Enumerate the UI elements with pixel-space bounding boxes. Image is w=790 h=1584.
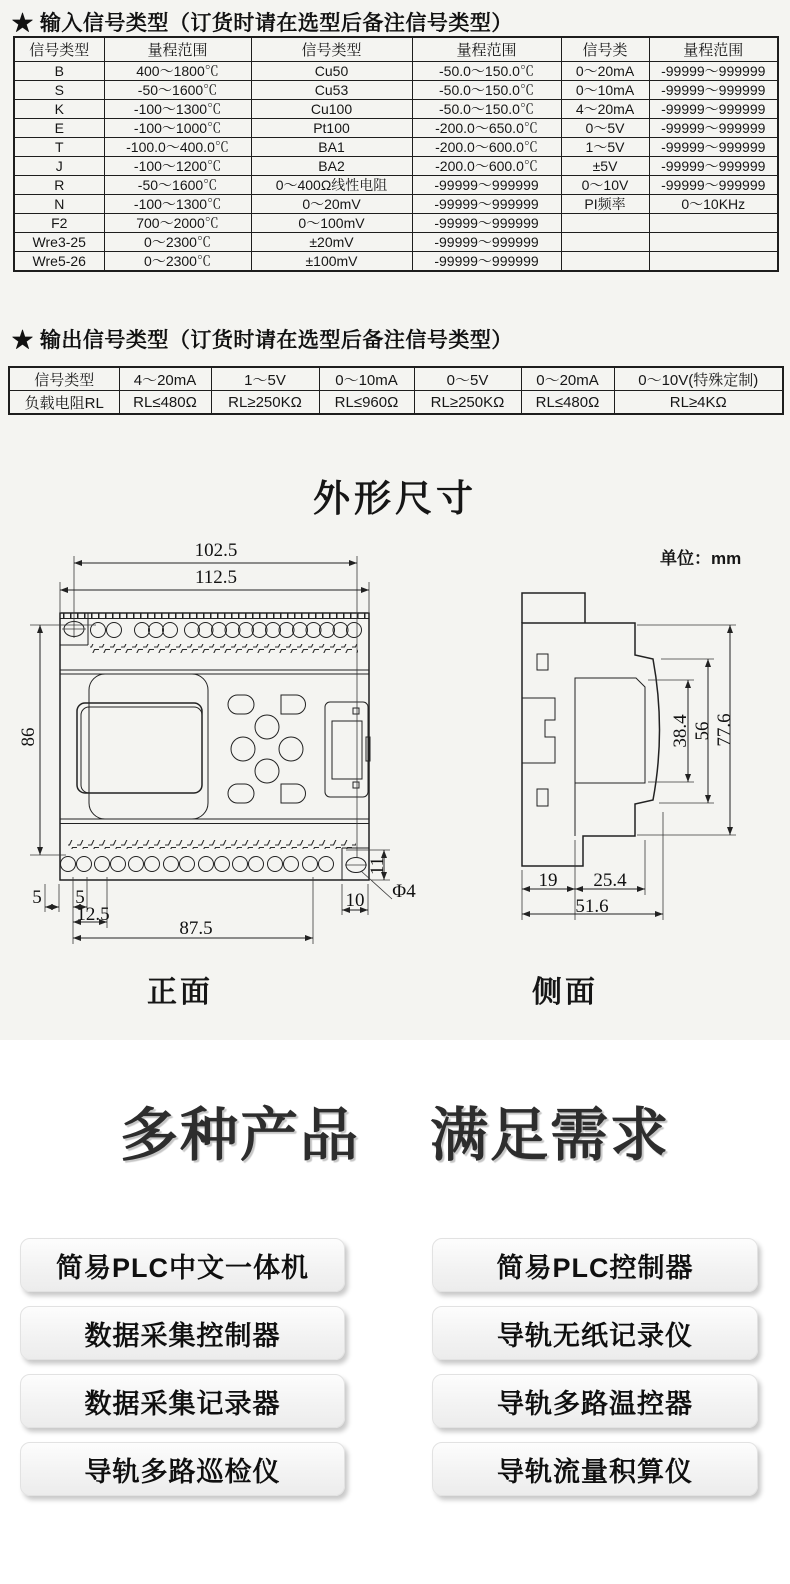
dim-front-height: 86: [18, 727, 39, 747]
product-button-rail-multi-temp-controller[interactable]: 导轨多路温控器: [432, 1374, 758, 1428]
table-cell: 0～2300℃: [104, 233, 251, 252]
vent-strip-bottom: [68, 840, 356, 849]
table-cell: 0～20mV: [251, 195, 412, 214]
table-cell: 0～5V: [561, 119, 649, 138]
table-cell: -50～1600℃: [104, 81, 251, 100]
table-cell: -50～1600℃: [104, 176, 251, 195]
table-cell: Cu100: [251, 100, 412, 119]
table-cell: 0～2300℃: [104, 252, 251, 272]
table-cell: -200.0～600.0℃: [412, 138, 561, 157]
dim-front-10: 10: [345, 890, 365, 911]
product-button-rail-flow-totalizer[interactable]: 导轨流量积算仪: [432, 1442, 758, 1496]
table-cell: -99999～999999: [412, 176, 561, 195]
vent-strip-top: [90, 644, 358, 653]
product-button-data-acq-controller[interactable]: 数据采集控制器: [20, 1306, 345, 1360]
table-cell: F2: [14, 214, 104, 233]
table-cell: [561, 252, 649, 272]
product-button-rail-paperless-recorder[interactable]: 导轨无纸记录仪: [432, 1306, 758, 1360]
table-cell: T: [14, 138, 104, 157]
table-cell: 0～100mV: [251, 214, 412, 233]
table-cell: B: [14, 62, 104, 81]
column-header: 0～20mA: [521, 367, 614, 391]
dim-front-11: 11: [367, 856, 388, 876]
column-header: 1～5V: [211, 367, 319, 391]
table-row: [14, 100, 778, 119]
table-cell: -99999～999999: [649, 157, 778, 176]
column-header: 4～20mA: [119, 367, 211, 391]
side-view-label: 侧面: [532, 976, 598, 1009]
table-row: [9, 391, 783, 415]
table-cell: R: [14, 176, 104, 195]
table-cell: J: [14, 157, 104, 176]
table-header-row: [9, 367, 783, 391]
table-cell: -99999～999999: [649, 81, 778, 100]
keypad: [228, 695, 306, 803]
dim-front-12-5: 12.5: [76, 904, 110, 925]
table-row: [14, 176, 778, 195]
table-cell: [561, 233, 649, 252]
table-row: [14, 252, 778, 272]
table-cell: RL≥250KΩ: [211, 391, 319, 415]
front-view-drawing: [30, 556, 392, 944]
table-cell: -100～1200℃: [104, 157, 251, 176]
column-header: 信号类型: [9, 367, 119, 391]
table-cell: -100～1300℃: [104, 100, 251, 119]
table-cell: -100～1000℃: [104, 119, 251, 138]
front-view-label: 正面: [147, 976, 213, 1009]
dim-front-5-right: 5: [75, 887, 85, 908]
table-cell: E: [14, 119, 104, 138]
table-cell: 4～20mA: [561, 100, 649, 119]
table-cell: Pt100: [251, 119, 412, 138]
dim-front-full-width: 112.5: [194, 567, 238, 588]
table-cell: 400～1800℃: [104, 62, 251, 81]
table-cell: -99999～999999: [412, 252, 561, 272]
table-row: [14, 233, 778, 252]
output-signal-section-title: ★ 输出信号类型（订货时请在选型后备注信号类型）: [12, 329, 513, 352]
panel-frame: [89, 674, 208, 819]
dim-front-hole-diameter: Φ4: [392, 881, 416, 902]
table-cell: ±5V: [561, 157, 649, 176]
table-header-row: [14, 37, 778, 62]
table-cell: [561, 214, 649, 233]
column-header: 信号类型: [14, 37, 104, 62]
table-cell: -99999～999999: [649, 100, 778, 119]
table-cell: BA1: [251, 138, 412, 157]
table-cell: 0～10KHz: [649, 195, 778, 214]
output-signal-table: [8, 366, 784, 415]
table-cell: RL≤480Ω: [521, 391, 614, 415]
table-cell: -99999～999999: [649, 62, 778, 81]
table-cell: -99999～999999: [412, 233, 561, 252]
table-cell: [649, 252, 778, 272]
dim-front-top-width: 102.5: [194, 540, 238, 561]
column-header: 信号类: [561, 37, 649, 62]
input-signal-table: [13, 36, 779, 272]
side-connector: [325, 702, 370, 797]
table-cell: -50.0～150.0℃: [412, 81, 561, 100]
product-button-rail-multi-scanner[interactable]: 导轨多路巡检仪: [20, 1442, 345, 1496]
product-button-plc-controller[interactable]: 简易PLC控制器: [432, 1238, 758, 1292]
table-cell: -99999～999999: [649, 138, 778, 157]
table-cell: N: [14, 195, 104, 214]
table-row: [14, 119, 778, 138]
table-row: [14, 214, 778, 233]
dim-side-19: 19: [538, 870, 558, 891]
table-cell: 1～5V: [561, 138, 649, 157]
column-header: 量程范围: [412, 37, 561, 62]
table-cell: RL≤480Ω: [119, 391, 211, 415]
table-cell: Cu53: [251, 81, 412, 100]
column-header: 0～10V(特殊定制): [614, 367, 783, 391]
unit-label: 单位：mm: [660, 549, 742, 568]
dim-side-51-6: 51.6: [575, 896, 609, 917]
table-cell: 0～20mA: [561, 62, 649, 81]
dim-front-87-5: 87.5: [179, 918, 213, 939]
table-cell: 负载电阻RL: [9, 391, 119, 415]
table-cell: BA2: [251, 157, 412, 176]
dim-side-77-6: 77.6: [714, 713, 735, 747]
dim-side-56: 56: [692, 721, 713, 741]
column-header: 信号类型: [251, 37, 412, 62]
table-cell: Wre3-25: [14, 233, 104, 252]
table-cell: 0～10V: [561, 176, 649, 195]
column-header: 量程范围: [649, 37, 778, 62]
table-cell: -99999～999999: [649, 119, 778, 138]
table-cell: 0～10mA: [561, 81, 649, 100]
lcd-screen: [77, 703, 202, 793]
hero-heading-right: 满足需求: [430, 1103, 671, 1168]
table-cell: RL≥4KΩ: [614, 391, 783, 415]
table-cell: RL≤960Ω: [319, 391, 414, 415]
table-cell: -99999～999999: [649, 176, 778, 195]
table-cell: -200.0～600.0℃: [412, 157, 561, 176]
table-row: [14, 81, 778, 100]
dim-side-25-4: 25.4: [593, 870, 627, 891]
table-cell: Cu50: [251, 62, 412, 81]
table-cell: K: [14, 100, 104, 119]
table-row: [14, 62, 778, 81]
bottom-terminal-row: [61, 857, 334, 872]
table-cell: S: [14, 81, 104, 100]
product-button-plc-cn-allinone[interactable]: 简易PLC中文一体机: [20, 1238, 345, 1292]
product-button-grid: [20, 1238, 758, 1496]
table-cell: -100～1300℃: [104, 195, 251, 214]
table-cell: [649, 233, 778, 252]
table-cell: ±100mV: [251, 252, 412, 272]
din-rail-clip: [522, 698, 555, 763]
column-header: 量程范围: [104, 37, 251, 62]
top-terminal-row: [91, 623, 362, 638]
table-cell: RL≥250KΩ: [414, 391, 521, 415]
table-cell: -50.0～150.0℃: [412, 62, 561, 81]
table-cell: 0～400Ω线性电阻: [251, 176, 412, 195]
hero-heading: [0, 1088, 790, 1172]
table-row: [14, 157, 778, 176]
table-cell: Wre5-26: [14, 252, 104, 272]
table-row: [14, 195, 778, 214]
table-cell: -99999～999999: [412, 214, 561, 233]
table-cell: PI频率: [561, 195, 649, 214]
column-header: 0～10mA: [319, 367, 414, 391]
input-signal-section-title: ★ 输入信号类型（订货时请在选型后备注信号类型）: [12, 12, 513, 35]
table-cell: [649, 214, 778, 233]
table-cell: -50.0～150.0℃: [412, 100, 561, 119]
hero-heading-left: 多种产品: [119, 1103, 360, 1168]
column-header: 0～5V: [414, 367, 521, 391]
table-cell: -100.0～400.0℃: [104, 138, 251, 157]
dim-front-5-left: 5: [32, 887, 42, 908]
dim-side-38-4: 38.4: [670, 714, 691, 748]
table-row: [14, 138, 778, 157]
table-cell: 700～2000℃: [104, 214, 251, 233]
table-cell: ±20mV: [251, 233, 412, 252]
table-cell: -99999～999999: [412, 195, 561, 214]
product-button-data-acq-recorder[interactable]: 数据采集记录器: [20, 1374, 345, 1428]
dimensions-section-title: 外形尺寸: [313, 478, 477, 519]
table-cell: -200.0～650.0℃: [412, 119, 561, 138]
